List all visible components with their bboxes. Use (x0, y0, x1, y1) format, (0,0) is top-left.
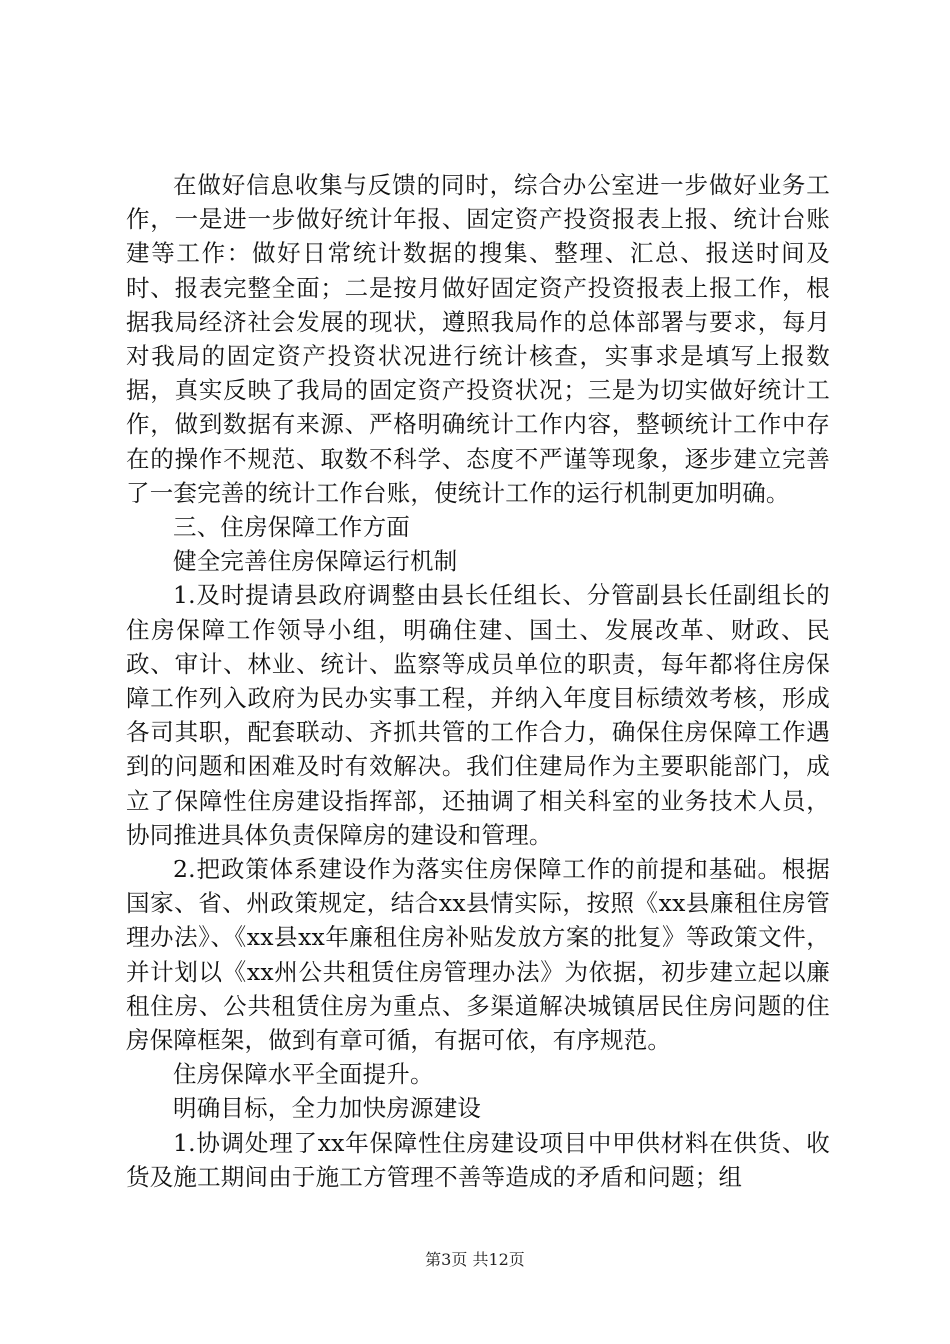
subheading-mechanism: 健全完善住房保障运行机制 (173, 547, 458, 576)
paragraph-item-1-leadership: 1.及时提请县政府调整由县长任组长、分管副县长任副组长的住房保障工作领导小组，明确住建、国土、发展改革、财政、民政、审计、林业、统计、监察等成员单位的职责，每年都将住房保障工作列入政府为民办实事工程，并纳入年度目标绩效考核，形成各司其职，配套联动、齐抓共管的工作合力，确保住房保障工作遇到的问题和困难及时有效解决。我们住建局作为主要职能部门，成立了保障性住房建设指挥部，还抽调了相关科室的业务技术人员，协同推进具体负责保障房的建设和管理。 (126, 581, 830, 849)
paragraph-item-2-policy: 2.把政策体系建设作为落实住房保障工作的前提和基础。根据国家、省、州政策规定，结合xx县情实际，按照《xx县廉租住房管理办法》、《xx县xx年廉租住房补贴发放方案的批复》等政策文件，并计划以《xx州公共租赁住房管理办法》为依据，初步建立起以廉租住房、公共租赁住房为重点、多渠道解决城镇居民住房问题的住房保障框架，做到有章可循，有据可依，有序规范。 (126, 855, 830, 1055)
section-heading-housing: 三、住房保障工作方面 (173, 513, 410, 542)
paragraph-item-1-coordination: 1.协调处理了xx年保障性住房建设项目中甲供材料在供货、收货及施工期间由于施工方管理不善等造成的矛盾和问题；组 (126, 1128, 830, 1191)
paragraph-statistics-work: 在做好信息收集与反馈的同时，综合办公室进一步做好业务工作，一是进一步做好统计年报、固定资产投资报表上报、统计台账建等工作：做好日常统计数据的搜集、整理、汇总、报送时间及时、报表完整全面；二是按月做好固定资产投资报表上报工作，根据我局经济社会发展的现状，遵照我局作的总体部署与要求，每月对我局的固定资产投资状况进行统计核查，实事求是填写上报数据，真实反映了我局的固定资产投资状况；三是为切实做好统计工作，做到数据有来源、严格明确统计工作内容，整顿统计工作中存在的操作不规范、取数不科学、态度不严谨等现象，逐步建立完善了一套完善的统计工作台账，使统计工作的运行机制更加明确。 (126, 171, 830, 507)
subheading-targets: 明确目标，全力加快房源建设 (173, 1094, 482, 1123)
page-number-footer: 第3页 共12页 (425, 1250, 525, 1269)
subheading-level-improvement: 住房保障水平全面提升。 (173, 1060, 434, 1089)
document-body (126, 168, 830, 1194)
